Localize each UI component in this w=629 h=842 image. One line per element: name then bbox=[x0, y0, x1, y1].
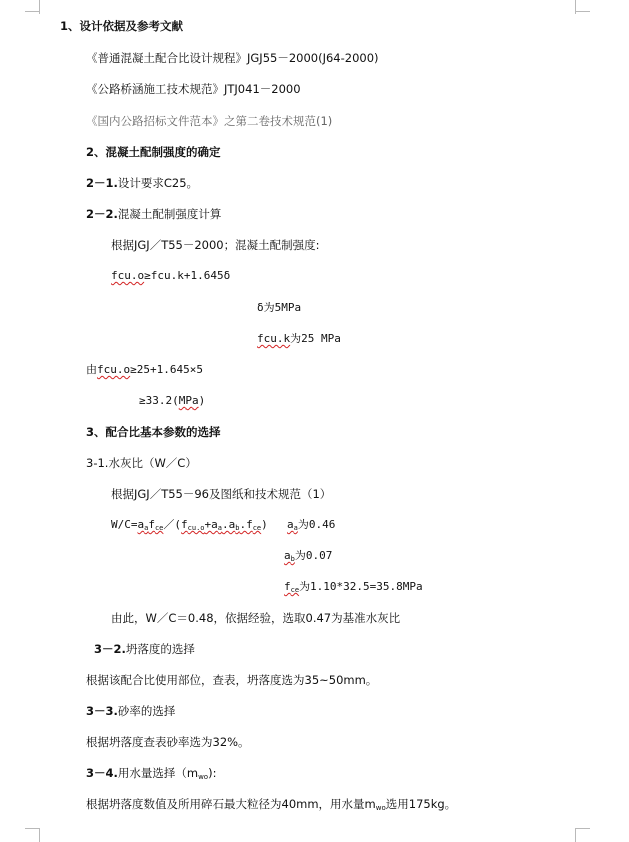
wc-basis-line: 根据JGJ／T55－96及图纸和技术规范（1） bbox=[111, 487, 332, 501]
section-3-3-body: 根据坍落度查表砂率选为32%。 bbox=[86, 735, 250, 749]
wc-mid: ／( bbox=[163, 518, 182, 531]
section-3-4-body bbox=[86, 796, 456, 816]
strength-formula bbox=[111, 268, 230, 284]
wc-formula bbox=[111, 517, 268, 536]
strength-calculation bbox=[86, 362, 203, 378]
section-3-4-sub: wo bbox=[198, 773, 209, 781]
section-3-2-text: 坍落度的选择 bbox=[125, 642, 195, 656]
aa-var: $a_a$ bbox=[287, 518, 298, 532]
fcuk-value bbox=[257, 331, 341, 347]
section-3-4-text: 用水量选择（m bbox=[117, 766, 199, 780]
result-unit: MPa bbox=[178, 394, 199, 407]
fce-var: $f_{ce}$ bbox=[284, 580, 300, 594]
reference-2: 《公路桥涵施工技术规范》JTJ041－2000 bbox=[86, 82, 301, 96]
section-3-3-text: 砂率的选择 bbox=[117, 704, 176, 718]
section-3-4-body-a: 根据坍落度数值及所用碎石最大粒径为40mm，用水量m bbox=[86, 797, 376, 811]
ab-var: $a_b$ bbox=[284, 549, 295, 563]
section-3-heading: 3、配合比基本参数的选择 bbox=[86, 425, 221, 439]
section-3-4-body-b: 选用175kg。 bbox=[385, 797, 457, 811]
section-3-4-body-sub: wo bbox=[375, 804, 386, 812]
reference-1: 《普通混凝土配合比设计规程》JGJ55－2000(J64-2000) bbox=[86, 51, 379, 65]
formula-var-fcuo: fcu.o bbox=[111, 269, 145, 282]
result-prefix: ≥33.2( bbox=[139, 394, 179, 407]
section-2-2-number: 2－2. bbox=[86, 207, 118, 221]
result-suffix: ) bbox=[198, 394, 206, 407]
section-2-1-text: 设计要求C25。 bbox=[117, 176, 199, 190]
ab-rest: 为0.07 bbox=[294, 549, 333, 562]
section-2-1 bbox=[86, 175, 198, 191]
calc-rest: ≥25+1.645×5 bbox=[130, 363, 203, 376]
wc-a-a: $a_af_{ce}$ bbox=[137, 518, 164, 532]
section-3-3-number: 3－3. bbox=[86, 704, 118, 718]
section-2-heading: 2、混凝土配制强度的确定 bbox=[86, 145, 221, 159]
aa-value bbox=[287, 517, 335, 536]
section-3-4-heading bbox=[86, 765, 216, 785]
reference-3: 《国内公路招标文件范本》之第二卷技术规范(1) bbox=[86, 114, 333, 128]
section-2-2 bbox=[86, 206, 221, 222]
section-3-1-heading: 3-1.水灰比（W／C） bbox=[86, 456, 197, 470]
fcuk-rest: 为25 MPa bbox=[290, 332, 341, 345]
section-3-2-heading bbox=[94, 641, 195, 657]
calc-var-fcuo: fcu.o bbox=[97, 363, 131, 376]
formula-rest: ≥fcu.k+1.645δ bbox=[144, 269, 231, 282]
fcuk-var: fcu.k bbox=[257, 332, 291, 345]
aa-rest: 为0.46 bbox=[297, 518, 336, 531]
fce-value bbox=[284, 579, 423, 598]
calc-prefix: 由 bbox=[86, 363, 97, 376]
section-1-heading: 1、设计依据及参考文献 bbox=[60, 19, 184, 33]
strength-basis-line: 根据JGJ／T55－2000；混凝土配制强度: bbox=[111, 238, 320, 252]
fce-rest: 为1.10*32.5=35.8MPa bbox=[299, 580, 423, 593]
section-3-4-end: ): bbox=[208, 766, 217, 780]
section-3-4-number: 3－4. bbox=[86, 766, 118, 780]
wc-prefix: W/C= bbox=[111, 518, 138, 531]
ab-value bbox=[284, 548, 332, 567]
wc-close: ) bbox=[261, 518, 268, 531]
wc-denominator: $f_{cu.o}+a_a.a_b.f_{ce}$ bbox=[181, 518, 262, 532]
section-2-1-number: 2－1. bbox=[86, 176, 118, 190]
wc-conclusion: 由此，W／C＝0.48，依据经验，选取0.47为基准水灰比 bbox=[111, 611, 401, 625]
strength-result bbox=[139, 393, 205, 409]
delta-value: δ为5MPa bbox=[257, 301, 302, 314]
section-3-2-number: 3－2. bbox=[94, 642, 126, 656]
section-2-2-text: 混凝土配制强度计算 bbox=[117, 207, 222, 221]
section-3-2-body: 根据该配合比使用部位，查表，坍落度选为35~50mm。 bbox=[86, 673, 378, 687]
section-3-3-heading bbox=[86, 703, 175, 719]
